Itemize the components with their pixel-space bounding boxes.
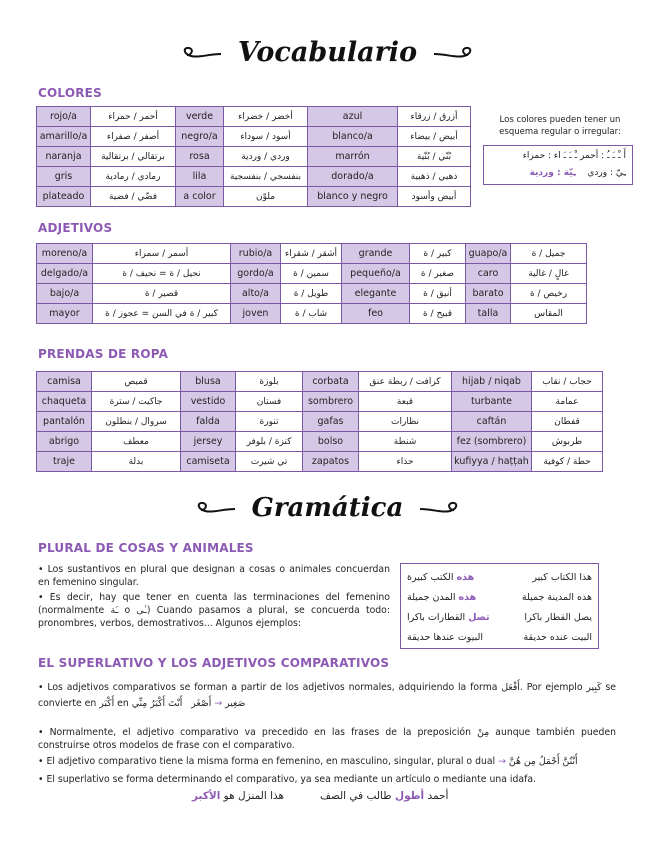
adjetivo-term-es: guapo/a: [466, 244, 511, 264]
adjetivo-term-es: feo: [342, 304, 410, 324]
example-singular: يصل القطار باكرا: [524, 611, 592, 623]
adjetivo-term-es: joven: [231, 304, 281, 324]
prenda-term-ar: بدلة: [92, 452, 181, 472]
prenda-term-es: turbante: [452, 392, 532, 412]
note-line-1: أَ ـْ ـَ ـُ : أحمر ـْ ـَ ـَ اء : حمراء: [522, 151, 626, 161]
prenda-term-es: camisa: [37, 372, 92, 392]
adjetivo-row: [37, 304, 587, 324]
color-term-es: marrón: [308, 147, 398, 167]
adjetivo-term-ar: جميل / ة: [511, 244, 587, 264]
adjetivo-term-ar: صغير / ة: [410, 264, 466, 284]
prenda-term-es: abrigo: [37, 432, 92, 452]
color-row: [37, 107, 471, 127]
color-term-es: blanco y negro: [308, 187, 398, 207]
prenda-term-ar: معطف: [92, 432, 181, 452]
prenda-term-ar: تنورة: [236, 412, 303, 432]
adjetivo-term-ar: نحيل / ة = نحيف / ة: [93, 264, 231, 284]
flourish-left-icon: [179, 44, 223, 62]
flourish-right-icon: [418, 499, 462, 517]
color-term-ar: ملوّن: [224, 187, 308, 207]
prenda-term-es: traje: [37, 452, 92, 472]
prenda-term-ar: نظارات: [359, 412, 452, 432]
color-row: [37, 147, 471, 167]
note-line-2-b: ـِيّة : وردية: [529, 168, 576, 178]
superlativo-paragraph-3: • El adjetivo comparativo tiene la misma forma en femenino, en masculino, singular, plural o dual → أَنْتُنَّ أَجْمَلُ مِن هُنَّ: [38, 756, 578, 767]
adjetivo-term-ar: قبيح / ة: [410, 304, 466, 324]
prendas-heading: PRENDAS DE ROPA: [38, 347, 169, 361]
adjetivo-row: [37, 284, 587, 304]
adjetivo-term-es: alto/a: [231, 284, 281, 304]
prenda-row: [37, 412, 603, 432]
adjetivo-term-es: pequeño/a: [342, 264, 410, 284]
colores-heading: COLORES: [38, 86, 102, 100]
prenda-term-es: camiseta: [181, 452, 236, 472]
plural-example-row: [407, 567, 592, 587]
prenda-row: [37, 392, 603, 412]
colores-table: [36, 106, 471, 207]
adjetivo-term-ar: أشقر / شقراء: [281, 244, 342, 264]
example-plural: البيوت عندها حديقة: [407, 631, 483, 643]
prendas-table: [36, 371, 603, 472]
color-term-es: dorado/a: [308, 167, 398, 187]
prenda-term-ar: قميص: [92, 372, 181, 392]
color-term-ar: رمادي / رمادية: [91, 167, 176, 187]
color-term-ar: وردي / وردية: [224, 147, 308, 167]
superlativo-example-2: هذا المنزل هو الأكبر: [192, 790, 285, 802]
adjetivo-term-ar: سمين / ة: [281, 264, 342, 284]
adjetivo-term-es: bajo/a: [37, 284, 93, 304]
example-plural: تصل القطارات باكرا: [407, 611, 490, 623]
color-term-es: a color: [176, 187, 224, 207]
colores-note: Los colores pueden tener un esquema regular o irregular:: [499, 115, 621, 137]
example-singular: البيت عنده حديقة: [523, 631, 592, 643]
prenda-term-ar: سروال / بنطلون: [92, 412, 181, 432]
color-row: [37, 167, 471, 187]
gramatica-title: Gramática: [0, 492, 655, 523]
superlativo-paragraph-2: • Normalmente, el adjetivo comparativo va precedido en las frases de la preposición مِنْ aunque también pueden construirse otros modelos de frase con el comparativo.: [38, 727, 617, 751]
color-term-es: rosa: [176, 147, 224, 167]
adjetivo-term-es: grande: [342, 244, 410, 264]
color-term-ar: أبيض / بيضاء: [398, 127, 471, 147]
color-term-es: rojo/a: [37, 107, 91, 127]
color-term-es: amarillo/a: [37, 127, 91, 147]
adjetivo-term-ar: غالٍ / غالية: [511, 264, 587, 284]
note-line-2: [490, 165, 626, 182]
color-term-es: naranja: [37, 147, 91, 167]
adjetivo-row: [37, 264, 587, 284]
prenda-term-es: sombrero: [303, 392, 359, 412]
superlativo-heading: EL SUPERLATIVO Y LOS ADJETIVOS COMPARATIVOS: [38, 656, 390, 670]
prenda-term-es: fez (sombrero): [452, 432, 532, 452]
prenda-term-ar: حذاء: [359, 452, 452, 472]
color-term-ar: أزرق / زرقاء: [398, 107, 471, 127]
colores-note-box: [483, 145, 633, 185]
color-term-es: azul: [308, 107, 398, 127]
prenda-term-es: vestido: [181, 392, 236, 412]
color-term-ar: أحمر / حمراء: [91, 107, 176, 127]
plural-paragraph-1: • Los sustantivos en plural que designan a cosas o animales concuerdan en femenino singular.: [38, 564, 390, 588]
flourish-right-icon: [432, 44, 476, 62]
color-term-es: negro/a: [176, 127, 224, 147]
color-term-es: lila: [176, 167, 224, 187]
color-row: [37, 187, 471, 207]
note-line-2-a: ـِيّ : وردي: [587, 168, 626, 178]
adjetivo-term-ar: أنيق / ة: [410, 284, 466, 304]
arrow-icon: →: [214, 698, 223, 709]
prenda-term-es: corbata: [303, 372, 359, 392]
prenda-term-ar: حجاب / نقاب: [532, 372, 603, 392]
prenda-term-es: blusa: [181, 372, 236, 392]
prenda-term-ar: قبعة: [359, 392, 452, 412]
adjetivo-term-es: moreno/a: [37, 244, 93, 264]
prenda-term-ar: قفطان: [532, 412, 603, 432]
color-term-ar: أصفر / صفراء: [91, 127, 176, 147]
adjetivo-term-ar: كبير / ة: [410, 244, 466, 264]
adjetivo-term-es: elegante: [342, 284, 410, 304]
plural-example-row: [407, 627, 592, 647]
color-term-ar: أخضر / خضراء: [224, 107, 308, 127]
example-plural: هذه الكتب كبيرة: [407, 571, 475, 583]
superlativo-paragraph-4: • El superlativo se forma determinando el comparativo, ya sea mediante un artículo o mediante una idafa.: [38, 774, 537, 785]
prenda-term-ar: كرافت / ربطة عنق: [359, 372, 452, 392]
prenda-row: [37, 452, 603, 472]
superlativo-example-1: أحمد أطول طالب في الصف: [320, 790, 449, 802]
prenda-term-ar: عمامة: [532, 392, 603, 412]
adjetivo-term-es: rubio/a: [231, 244, 281, 264]
adjetivos-table: [36, 243, 587, 324]
arrow-icon: →: [498, 756, 506, 767]
color-term-ar: فضّي / فضية: [91, 187, 176, 207]
color-row: [37, 127, 471, 147]
prenda-term-es: pantalón: [37, 412, 92, 432]
color-term-ar: ذهبي / ذهبية: [398, 167, 471, 187]
prenda-term-es: bolso: [303, 432, 359, 452]
adjetivo-term-ar: المقاس: [511, 304, 587, 324]
adjetivo-term-es: gordo/a: [231, 264, 281, 284]
plural-example-row: [407, 607, 592, 627]
color-term-es: plateado: [37, 187, 91, 207]
prenda-term-ar: فستان: [236, 392, 303, 412]
vocabulario-title: Vocabulario: [0, 36, 655, 68]
adjetivo-term-es: barato: [466, 284, 511, 304]
adjetivo-row: [37, 244, 587, 264]
prenda-term-es: chaqueta: [37, 392, 92, 412]
prenda-term-ar: حطة / كوفية: [532, 452, 603, 472]
prenda-term-ar: تي شيرت: [236, 452, 303, 472]
prenda-term-es: gafas: [303, 412, 359, 432]
adjetivo-term-ar: طويل / ة: [281, 284, 342, 304]
color-term-es: verde: [176, 107, 224, 127]
color-term-ar: برتقالي / برتقالية: [91, 147, 176, 167]
prenda-row: [37, 372, 603, 392]
plural-heading: PLURAL DE COSAS Y ANIMALES: [38, 541, 254, 555]
prenda-term-ar: بلوزة: [236, 372, 303, 392]
prenda-term-es: hijab / niqab: [452, 372, 532, 392]
color-term-ar: أبيض وأسود: [398, 187, 471, 207]
prenda-term-es: zapatos: [303, 452, 359, 472]
color-term-ar: بنفسجي / بنفسجية: [224, 167, 308, 187]
superlativo-paragraph-1: • Los adjetivos comparativos se forman a partir de los adjetivos normales, adquiriendo la forma أَفْعَل. Por ejemplo كَبِير se convierte en أَكْبَر en صَغِير → أَصْغَر أَنْتَ أَكْبَرُ مِنِّي: [38, 682, 617, 709]
prenda-term-ar: كنزة / بلوفر: [236, 432, 303, 452]
plural-paragraph-2: • Es decir, hay que tener en cuenta las terminaciones del femenino (normalmente ـَة o ـٰى) Cuando pasamos a plural, se concuerda todo: pronombres, verbos, demostrativos... Algunos ejemplos:: [38, 592, 390, 629]
plural-example-row: [407, 587, 592, 607]
color-term-ar: أسود / سوداء: [224, 127, 308, 147]
prenda-row: [37, 432, 603, 452]
adjetivo-term-ar: أسمر / سمراء: [93, 244, 231, 264]
adjetivo-term-ar: شاب / ة: [281, 304, 342, 324]
prenda-term-es: kufiyya / haṭṭah: [452, 452, 532, 472]
adjetivo-term-ar: قصير / ة: [93, 284, 231, 304]
prenda-term-ar: جاكيت / سترة: [92, 392, 181, 412]
color-term-ar: بُنّي / بُنّية: [398, 147, 471, 167]
adjetivo-term-es: delgado/a: [37, 264, 93, 284]
flourish-left-icon: [193, 499, 237, 517]
example-singular: هذا الكتاب كبير: [532, 571, 592, 583]
adjetivo-term-ar: رخيص / ة: [511, 284, 587, 304]
prenda-term-es: caftán: [452, 412, 532, 432]
example-singular: هذه المدينة جميلة: [521, 591, 592, 603]
color-term-es: blanco/a: [308, 127, 398, 147]
adjetivo-term-es: talla: [466, 304, 511, 324]
prenda-term-ar: طربوش: [532, 432, 603, 452]
prenda-term-ar: شنطة: [359, 432, 452, 452]
adjetivo-term-es: mayor: [37, 304, 93, 324]
prenda-term-es: jersey: [181, 432, 236, 452]
plural-examples-box: [400, 563, 599, 649]
adjetivo-term-ar: كبير / ة في السن = عجوز / ة: [93, 304, 231, 324]
color-term-es: gris: [37, 167, 91, 187]
adjetivo-term-es: caro: [466, 264, 511, 284]
example-plural: هذه المدن جميلة: [407, 591, 477, 603]
prenda-term-es: falda: [181, 412, 236, 432]
adjetivos-heading: ADJETIVOS: [38, 221, 113, 235]
